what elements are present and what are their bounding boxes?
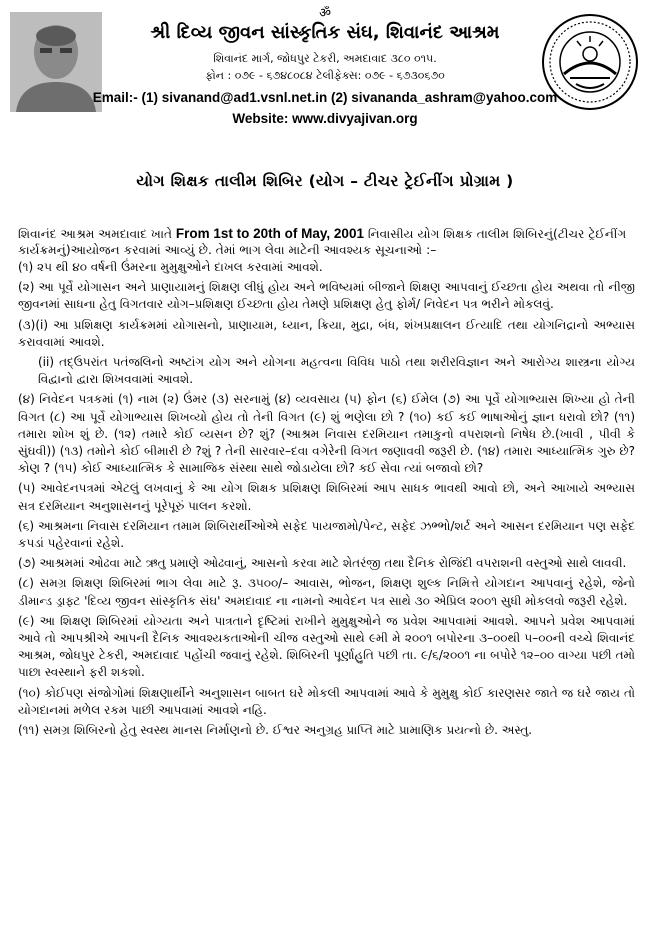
org-address: શિવાનંદ માર્ગ, જોધપુર ટેકરી, અમદાવાદ ૩૮૦ ૦૧૫. [213, 52, 437, 65]
instruction-item-5: (૫) આવેદનપત્રમાં એટલું લખવાનું કે આ યોગ શિક્ષક પ્રશિક્ષણ શિબિરમાં આપ સાધક ભાવથી આવો છો, અને આખાયે અભ્યાસ સત્ર દરમિયાન અનુશાસનનું પૂરેપૂરું પાલન કરશો. [18, 481, 635, 513]
program-title: યોગ શિક્ષક તાલીમ શિબિર (યોગ – ટીચર ટ્રેઈનીંગ પ્રોગ્રામ ) [136, 172, 514, 190]
org-phone: ફોન : ૦૭૯ - ૬૭૪૮૦૮૪ ટેલીફેક્સ: ૦૭૯ - ૬૭૩૦૬૭૦ [205, 69, 445, 82]
intro-paragraph [18, 226, 633, 258]
instruction-item-7: (૭) આશ્રમમાં ઓઢવા માટે ઋતુ પ્રમાણે ઓઢવાનું, આસનો કરવા માટે શેતરંજી તથા દૈનિક રોજિંદી વપરાશની વસ્તુઓ સાથે લાવવી. [18, 556, 627, 571]
instruction-item-10: (૧૦) કોઈપણ સંજોગોમાં શિક્ષણાર્થીને અનુશાસન બાબત ઘરે મોકલી આપવામાં આવે કે મુમુક્ષુ કોઈ કારણસર જાતે જ ઘરે જાય તો યોગદાનમાં મળેલ રકમ પાછી આપવામાં આવશે નહિ. [18, 685, 635, 717]
instruction-item-9: (૯) આ શિક્ષણ શિબિરમાં યોગ્યતા અને પાત્રતાને દૃષ્ટિમાં રાખીને મુમુક્ષુઓને જ પ્રવેશ આપવામાં આવશે. આપને પ્રવેશ આપવામાં આવે તો આપશ્રીએ આપની દૈનિક આવશ્યકતાઓની ચીજ વસ્તુઓ સાથે ૯મી મે ૨૦૦૧ બપોરના ૩–૦૦થી ૫–૦૦ની વચ્ચે શિવાનંદ આશ્રમ, જોધપુર ટેકરી, અમદાવાદ પહોંચી જવાનું રહેશે. શિબિરની પૂર્ણાહુતિ પછી તા. ૯/૬/૨૦૦૧ ના બપોરે ૧૨–૦૦ વાગ્યા પછી તમો પાછા સ્વસ્થાને ફરી શકશો. [18, 613, 635, 680]
org-name: શ્રી દિવ્ય જીવન સાંસ્કૃતિક સંઘ, શિવાનંદ આશ્રમ [150, 22, 500, 43]
instruction-item-1: (૧) ૨૫ થી ૪૦ વર્ષની ઉંમરના મુમુક્ષુઓને દાખલ કરવામાં આવશે. [18, 260, 323, 274]
instruction-item-6: (૬) આશ્રમના નિવાસ દરમિયાન તમામ શિબિરાર્થીઓએ સફેદ પાયજામો/પેન્ટ, સફેદ ઝભ્ભો/શર્ટ અને આસન દરમિયાન પણ સફેદ કપડાં પહેરવાનાં રહેશે. [18, 518, 635, 551]
instruction-item-3i: (૩)(i) આ પ્રશિક્ષણ કાર્યક્રમમાં યોગાસનો, પ્રાણાયામ, ધ્યાન, ક્રિયા, મુદ્રા, બંધ, શંખપ્રક્ષાલન ઈત્યાદિ તથા યોગનિદ્રાનો અભ્યાસ કરાવવામાં આવશે. [18, 317, 635, 349]
instruction-item-8: (૮) સમગ્ર શિક્ષણ શિબિરમાં ભાગ લેવા માટે રૂ. ૩૫૦૦/– આવાસ, ભોજન, શિક્ષણ શુલ્ક નિમિત્તે યોગદાન આપવાનું રહેશે, જેનો ડીમાન્ડ ડ્રાફ્ટ 'દિવ્ય જીવન સાંસ્કૃતિક સંઘ' અમદાવાદ ના નામનો આવેદન પત્ર સાથે ૩૦ એપ્રિલ ૨૦૦૧ સુધી મોકલવો જરૂરી રહેશે. [18, 576, 635, 608]
instruction-list [18, 259, 635, 742]
instruction-item-11: (૧૧) સમગ્ર શિબિરનો હેતુ સ્વસ્થ માનસ નિર્માણનો છે. ઈશ્વર અનુગ્રહ પ્રાપ્તિ માટે પ્રામાણિક પ્રયત્નો છે. અસ્તુ. [18, 723, 533, 738]
om-symbol: ॐ [319, 6, 331, 21]
letterhead [0, 0, 650, 150]
program-dates: From 1st to 20th of May, 2001 [175, 226, 364, 241]
contact-website: Website: www.divyajivan.org [232, 111, 418, 126]
intro-text-before: શિવાનંદ આશ્રમ અમદાવાદ ખાતે [18, 227, 176, 241]
contact-email: Email:- (1) sivanand@ad1.vsnl.net.in (2) sivananda_ashram@yahoo.com [92, 90, 558, 105]
instruction-item-3ii: (ii) તદ્ઉપરાંત પતંજલિનો અષ્ટાંગ યોગ અને યોગના મહત્વના વિવિધ પાઠો તથા શરીરવિજ્ઞાન અને આરોગ્ય શાસ્ત્રના યોગ્ય વિદ્વાનો દ્વારા શિખવવામાં આવશે. [38, 355, 635, 387]
instruction-item-2: (૨) આ પૂર્વે યોગાસન અને પ્રાણાયામનું શિક્ષણ લીધું હોય અને ભવિષ્યમાં બીજાને શિક્ષણ આપવાનું ઈચ્છતા હોય અથવા તો નીજી જીવનમાં સાધના હેતુ વિગતવાર યોગ–પ્રશિક્ષણ ઈચ્છતા હોય તેમણે પ્રશિક્ષણ હેતુ ફોર્મ/ નિવેદન પત્ર ભરીને મોકલવું. [18, 280, 635, 312]
intro-text-after: નિવાસીય યોગ શિક્ષક તાલીમ શિબિરનું(ટીચર ટ્રેઈનીંગ કાર્યક્રમનું)આયોજન કરવામાં આવ્યું છે. તેમાં ભાગ લેવા માટેની આવશ્યક સૂચનાઓ :– [18, 227, 627, 257]
instruction-item-4: (૪) નિવેદન પત્રકમાં (૧) નામ (૨) ઉંમર (૩) સરનામું (૪) વ્યવસાય (૫) ફોન (૬) ઈમેલ (૭) આ પૂર્વે યોગાભ્યાસ શિખ્યા હો તેની વિગત (૮) આ પૂર્વે યોગાભ્યાસ શિખવ્યો હોય તો તેની વિગત (૯) શું ભણેલા છો ? (૧૦) કઈ કઈ ભાષાઓનું જ્ઞાન ધરાવો છો? (૧૧) તમારા શોખ શું છે. (૧૨) તમારે કોઈ વ્યસન છે? શું? (આશ્રમ નિવાસ દરમિયાન તમાકુનો વપરાશનો નિષેધ છે.(ખાવી , પીવી કે સુંઘવી)) (૧૩) તમોને કોઈ બીમારી છે ?શું ? તેની સારવાર–દવા વગેરેની વિગત જણાવવી જરૂરી છે. (૧૪) તમારા આધ્યાત્મિક ગુરુ છે? કોણ ? (૧૫) કોઈ આધ્યાત્મિક કે સામાજિક સંસ્થા સાથે જોડાયેલા છો? કઈ સેવા ત્યાં બજાવો છો? [18, 392, 635, 476]
